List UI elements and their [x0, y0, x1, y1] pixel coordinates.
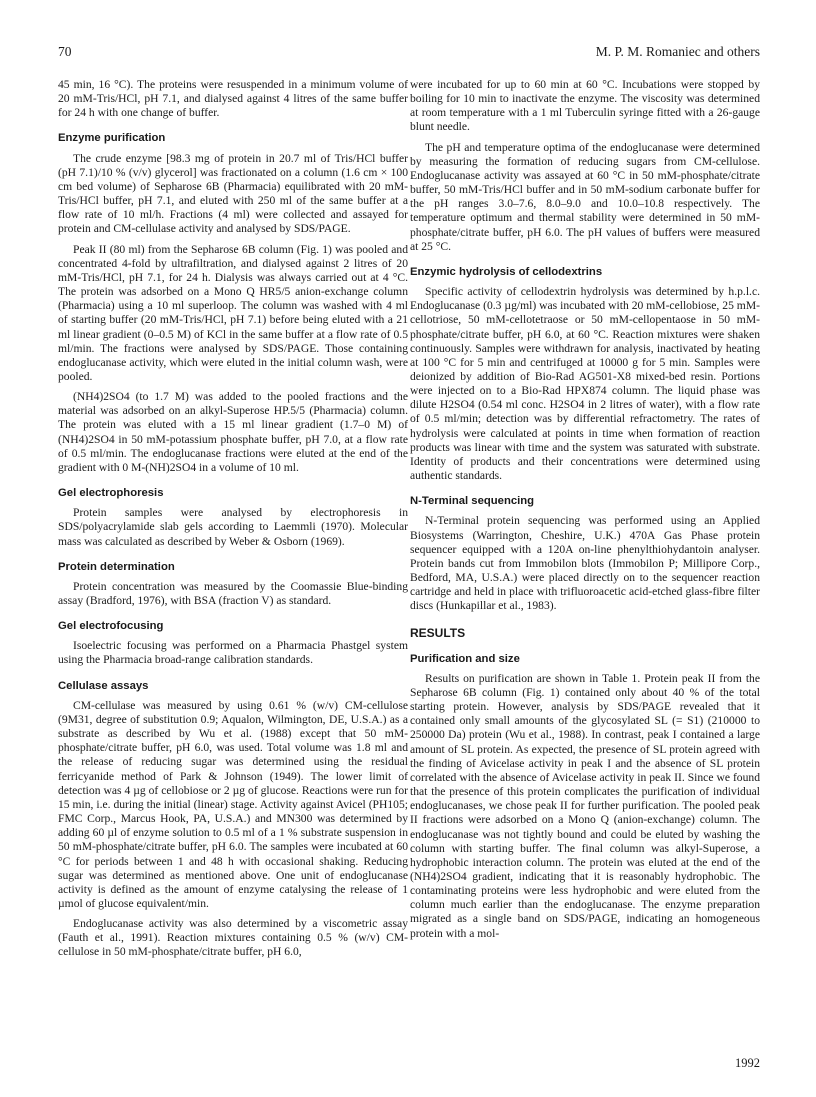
right-column: [410, 78, 760, 947]
heading-n-terminal-sequencing: N-Terminal sequencing: [410, 495, 535, 508]
heading-protein-determination: Protein determination: [58, 560, 175, 573]
heading-gel-electrofocusing: Gel electrofocusing: [58, 620, 164, 633]
heading-gel-electrophoresis: Gel electrophoresis: [58, 487, 164, 500]
paragraph-cellulase-2: Endoglucanase activity was also determined by a viscometric assay (Fauth et al., 1991). Reaction mixtures containing 0.5 % (w/v) CM-cellulose in 50 mM-phosphate/citrate buffer, pH 6.0,: [58, 917, 408, 959]
paragraph-hydrolysis: Specific activity of cellodextrin hydrolysis was determined by h.p.l.c. Endoglucanase (0.3 µg/ml) was incubated with 20 mM-cellobiose, 25 mM-cellotriose, 50 mM-cellotetraose or 50 mM-cellopentaose in 50 mM-phosphate/citrate buffer, pH 6.0, at 60 °C. Reaction mixtures were shaken continuously. Samples were withdrawn for analysis, inactivated by heating at 100 °C for 5 min and centrifuged at 10000 g for 5 min. Samples were deionized by addition of Bio-Rad AG501-X8 mixed-bed resin. Portions were injected on to a Bio-Rad HPX874 column. The liquid phase was dilute H2SO4 (0.54 ml conc. H2SO4 in 2 litres of water), with a flow rate of 0.5 ml/min; detection was by differential refractometry. The rates of hydrolysis were calculated at points in time when formation of reaction products was linear with time and the system was saturated with substrate. Identity of products and their concentrations were determined using authentic standards.: [410, 285, 760, 483]
paragraph-cellulase-1: CM-cellulase was measured by using 0.61 % (w/v) CM-cellulose (9M31, degree of substitution 0.9; Aqualon, Wilmington, DE, U.S.A.) as a substrate as described by Wu et al. (1988) except that 50 mM-phosphate/citrate buffer, pH 6.0, was used. Total volume was 1.8 ml and the release of reducing sugar was determined using the residual ferricyanide method of Park & Johnson (1949). The lower limit of detection was 4 µg of cellobiose or 2 µg of glucose. Reactions were run for 15 min, i.e. during the initial (linear) stage. Activity against Avicel (PH105; FMC Corp., Marcus Hook, PA, U.S.A.) and MN300 was determined by adding 60 µl of enzyme solution to 0.5 ml of a 1 % substrate suspension in 50 mM-phosphate/citrate buffer, pH 6.0. The samples were incubated at 60 °C for periods between 1 and 48 h with occasional shaking. Reducing sugar was determined as mentioned above. One unit of endoglucanase activity is defined as the amount of enzyme catalysing the release of 1 µmol of glucose equivalent/min.: [58, 698, 408, 910]
paragraph-n-terminal: N-Terminal protein sequencing was performed using an Applied Biosystems (Warrington, Cheshire, U.K.) 470A Gas Phase protein sequencer equipped with a 120A on-line phenylthiohydantoin analyser. Protein bands cut from Immobilon blots (Immobilon P; Millipore Corp., Bedford, MA, U.S.A.) were placed directly on to the sequencer reaction cartridge and held in place with trifluoroacetic acid-etched glass-fibre filter discs (Hunkapillar et al., 1983).: [410, 514, 760, 613]
heading-purification-size: Purification and size: [410, 652, 520, 665]
paragraph-protein-determination: Protein concentration was measured by the Coomassie Blue-binding assay (Bradford, 1976), with BSA (fraction V) as standard.: [58, 579, 408, 607]
page-number: 70: [58, 44, 72, 59]
paragraph-purification-3: (NH4)2SO4 (to 1.7 M) was added to the pooled fractions and the material was adsorbed on an alkyl-Superose HP.5/5 (Pharmacia) column. The protein was eluted with a 15 ml linear gradient (1.7–0 M) of (NH4)2SO4 in 50 mM-potassium phosphate buffer, pH 7.0, at a flow rate of 0.5 ml/min. The endoglucanase fractions were eluted at the end of the gradient with 0 M-(NH)2SO4 in a volume of 10 ml.: [58, 390, 408, 474]
paragraph-purification-2: Peak II (80 ml) from the Sepharose 6B column (Fig. 1) was pooled and concentrated 4-fold by ultrafiltration, and dialysed against 2 litres of 20 mM-Tris/HCl, pH 7.1, for 24 h. Dialysis was always carried out at 4 °C. The protein was adsorbed on a Mono Q HR5/5 anion-exchange column (Pharmacia) using a 10 ml superloop. The column was washed with 4 ml of starting buffer (20 mM-Tris/HCl, pH 7.1) before being eluted with a 21 ml linear gradient (0–0.5 M) of KCl in the same buffer at a flow rate of 0.5 ml/min. The fractions were analysed by SDS/PAGE. Those containing endoglucanase activity, which were eluted in the initial column wash, were pooled.: [58, 242, 408, 383]
paragraph-results: Results on purification are shown in Table 1. Protein peak II from the Sepharose 6B column (Fig. 1) contained only about 40 % of the total starting protein. However, analysis by SDS/PAGE revealed that it contained only small amounts of the glycosylated SL (= S1) (210000 to 250000 Da) protein (Wu et al., 1988). In contrast, peak I contained a large amount of SL protein. As expected, the presence of SL protein agreed with the finding of Avicelase activity in peak I and the absence of SL protein correlated with the absence of Avicelase activity in peak II. Since we found that the presence of this protein complicates the purification of individual endoglucanases, we chose peak II for further purification. The pooled peak II fractions were adsorbed on a Mono Q (anion-exchange) column. The endoglucanase was not tightly bound and could be eluted by washing the column with starting buffer. The final column was alkyl-Superose, a hydrophobic interaction column. The protein was eluted at the end of the (NH4)2SO4 gradient, indicating that it is reasonably hydrophobic. The contaminating proteins were less hydrophobic and were eluted from the column much earlier than the endoglucanase. The enzyme preparation migrated as a single band on SDS/PAGE, indicating an homogeneous protein with a mol-: [410, 671, 760, 940]
heading-results: RESULTS: [410, 626, 466, 641]
running-header-author: M. P. M. Romaniec and others: [595, 44, 760, 59]
left-column: [58, 78, 408, 966]
paragraph-continued-2: The pH and temperature optima of the endoglucanase were determined by measuring the formation of reducing sugars from CM-cellulose. Endoglucanase activity was assayed at 60 °C in 50 mM-phosphate/citrate buffer, 50 mM-Tris/HCl buffer and in 50 mM-sodium carbonate buffer for the pH ranges 3.0–7.6, 8.0–9.0 and 10.0–10.8 respectively. The temperature optimum and thermal stability were determined in 50 mM-phosphate/citrate buffer, pH 6.0. The pH values of buffers were measured at 25 °C.: [410, 140, 760, 253]
heading-enzyme-purification: Enzyme purification: [58, 132, 166, 145]
heading-enzymic-hydrolysis: Enzymic hydrolysis of cellodextrins: [410, 265, 603, 278]
paragraph-gel-electrofocusing: Isoelectric focusing was performed on a Pharmacia Phastgel system using the Pharmacia broad-range calibration standards.: [58, 639, 408, 667]
paragraph-continued-1: were incubated for up to 60 min at 60 °C. Incubations were stopped by boiling for 10 min to inactivate the enzyme. The viscosity was determined at room temperature with a 1 ml Tuberculin syringe fitted with a 26-gauge blunt needle.: [410, 78, 760, 134]
paragraph-gel-electrophoresis: Protein samples were analysed by electrophoresis in SDS/polyacrylamide slab gels according to Laemmli (1970). Molecular mass was calculated as described by Weber & Osborn (1969).: [58, 506, 408, 548]
footer-code: 1992: [735, 1056, 760, 1070]
paragraph-intro: 45 min, 16 °C). The proteins were resuspended in a minimum volume of 20 mM-Tris/HCl, pH 7.1, and dialysed against 4 litres of the same buffer for 24 h with one change of buffer.: [58, 78, 408, 120]
paragraph-purification-1: The crude enzyme [98.3 mg of protein in 20.7 ml of Tris/HCl buffer (pH 7.1)/10 % (v/v) glycerol] was fractionated on a column (1.6 cm × 100 cm bed volume) of Sepharose 6B (Pharmacia) equilibrated with 20 mM-Tris/HCl buffer, pH 7.1, and eluted with 250 ml of the same buffer at a flow rate of 10 ml/h. Fractions (4 ml) were collected and assayed for protein and CM-cellulase activity and analysed by SDS/PAGE.: [58, 151, 408, 236]
heading-cellulase-assays: Cellulase assays: [58, 679, 149, 692]
